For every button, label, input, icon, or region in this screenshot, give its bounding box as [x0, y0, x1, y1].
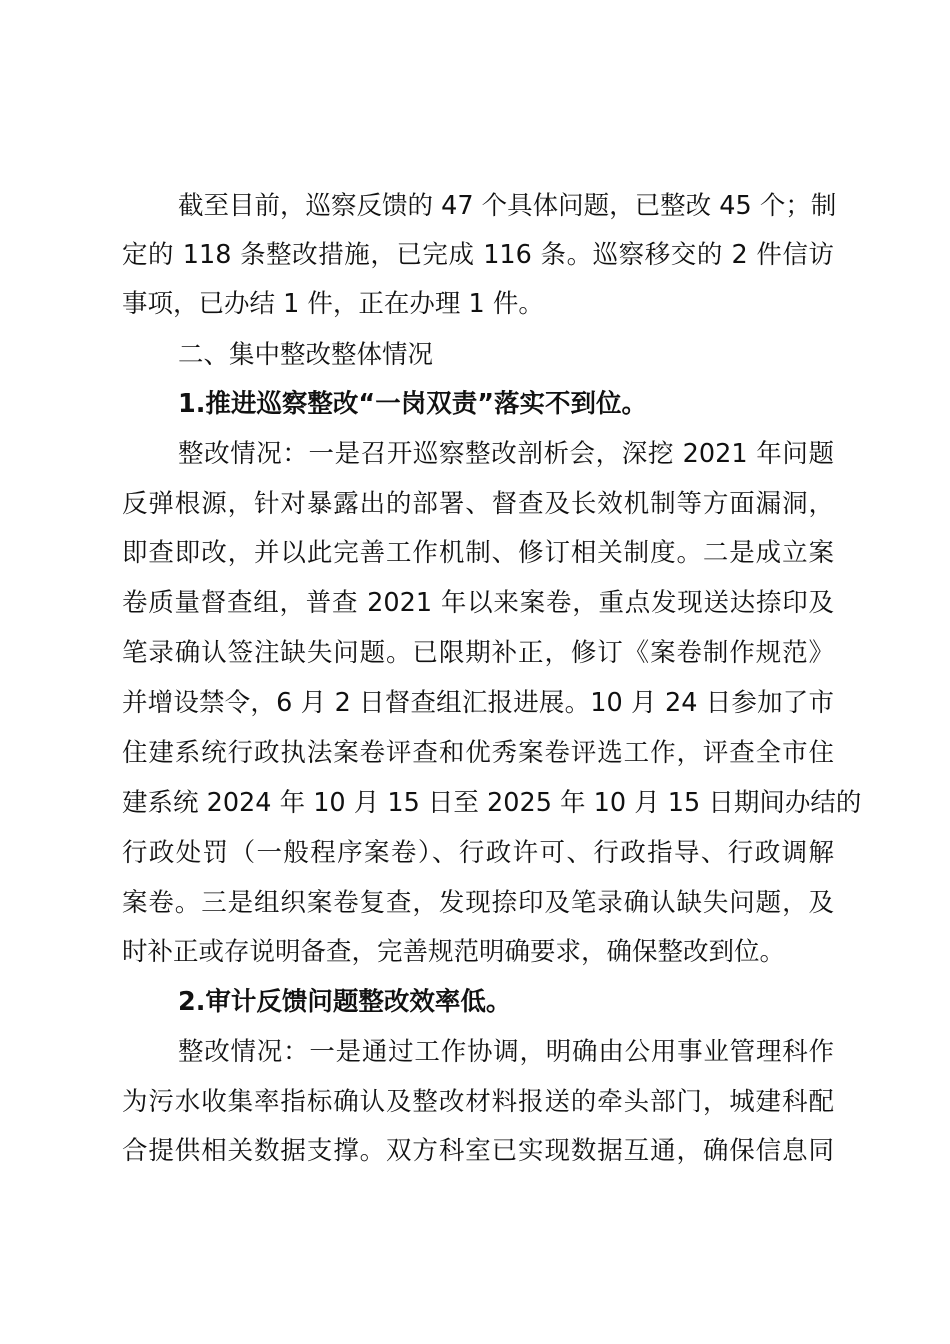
- paragraph-line: 行政处罚（一般程序案卷）、行政许可、行政指导、行政调解: [122, 838, 834, 868]
- item-heading: 1.推进巡察整改“一岗双责”落实不到位。: [178, 389, 647, 419]
- paragraph-line: 案卷。三是组织案卷复查，发现捺印及笔录确认缺失问题，及: [122, 888, 834, 918]
- paragraph-line: 笔录确认签注缺失问题。已限期补正，修订《案卷制作规范》: [122, 638, 834, 668]
- paragraph-line: 建系统 2024 年 10 月 15 日至 2025 年 10 月 15 日期间办结的: [122, 788, 862, 818]
- section-heading: 二、集中整改整体情况: [178, 340, 434, 370]
- paragraph-line: 事项，已办结 1 件，正在办理 1 件。: [122, 289, 544, 319]
- paragraph-line: 整改情况：一是召开巡察整改剖析会，深挖 2021 年问题: [178, 439, 834, 469]
- paragraph-line: 合提供相关数据支撑。双方科室已实现数据互通，确保信息同: [122, 1136, 834, 1166]
- paragraph-line: 并增设禁令，6 月 2 日督查组汇报进展。10 月 24 日参加了市: [122, 688, 834, 718]
- item-heading: 2.审计反馈问题整改效率低。: [178, 987, 512, 1017]
- paragraph-line: 为污水收集率指标确认及整改材料报送的牵头部门，城建科配: [122, 1087, 834, 1117]
- paragraph-line: 即查即改，并以此完善工作机制、修订相关制度。二是成立案: [122, 538, 834, 568]
- paragraph-line: 整改情况：一是通过工作协调，明确由公用事业管理科作: [178, 1037, 834, 1067]
- paragraph-line: 截至目前，巡察反馈的 47 个具体问题，已整改 45 个；制: [178, 191, 837, 221]
- paragraph-line: 卷质量督查组，普查 2021 年以来案卷，重点发现送达捺印及: [122, 588, 834, 618]
- paragraph-line: 反弹根源，针对暴露出的部署、督查及长效机制等方面漏洞，: [122, 489, 834, 519]
- paragraph-line: 定的 118 条整改措施，已完成 116 条。巡察移交的 2 件信访: [122, 240, 834, 270]
- paragraph-line: 住建系统行政执法案卷评查和优秀案卷评选工作，评查全市住: [122, 738, 834, 768]
- paragraph-line: 时补正或存说明备查，完善规范明确要求，确保整改到位。: [122, 937, 786, 967]
